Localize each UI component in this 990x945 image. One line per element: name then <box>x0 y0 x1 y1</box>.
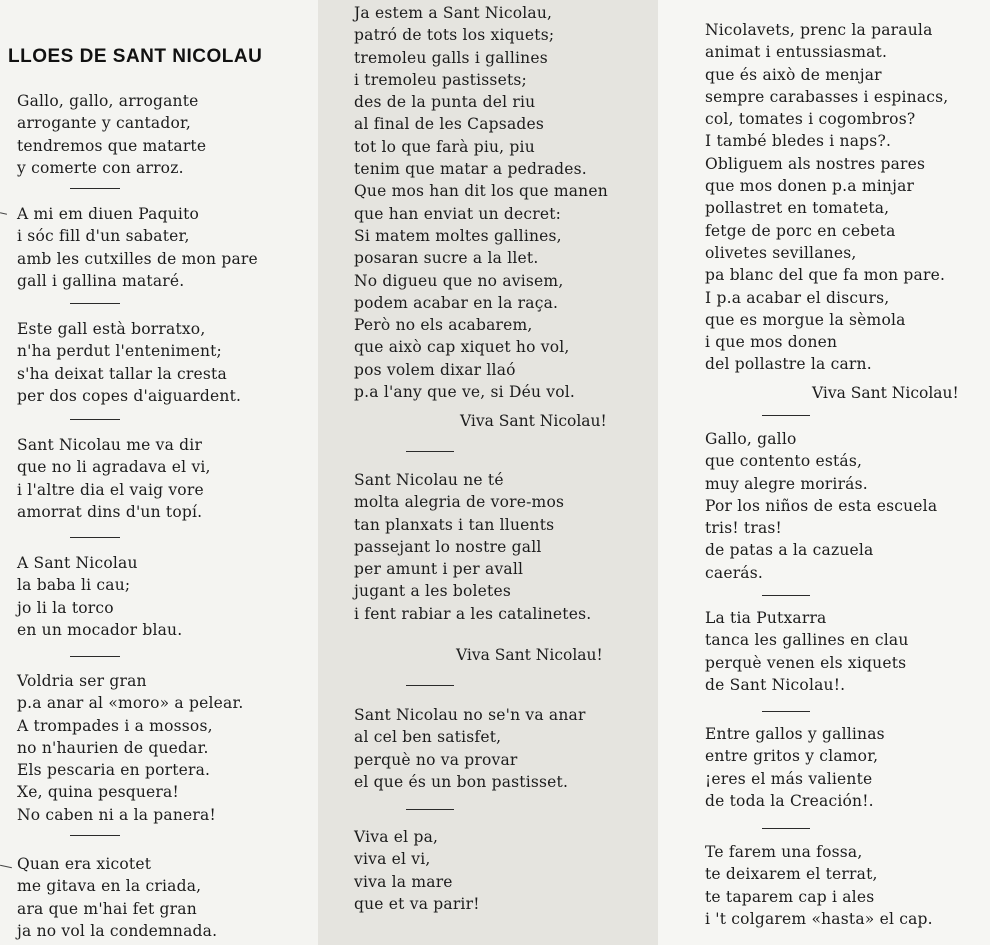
verse-line: i que mos donen <box>705 333 838 352</box>
verse-line: amb les cutxilles de mon pare <box>17 249 258 268</box>
verse-line: ara que m'hai fet gran <box>17 899 197 918</box>
verse-line: gall i gallina mataré. <box>17 271 185 290</box>
verse-line: Te farem una fossa, <box>705 843 863 861</box>
verse-line: n'ha perdut l'enteniment; <box>17 342 222 361</box>
verse-line: Obliguem als nostres pares <box>705 154 926 173</box>
stanza-divider <box>70 656 120 657</box>
verse-line: i fent rabiar a les catalinetes. <box>354 604 592 623</box>
verse-line: Sant Nicolau me va dir <box>17 436 203 454</box>
verse-line: tremoleu galls i gallines <box>354 48 548 67</box>
stanza-divider <box>762 711 810 712</box>
refrain-viva: Viva Sant Nicolau! <box>812 384 959 402</box>
stanza <box>17 318 241 407</box>
verse-line: Viva el pa, <box>354 828 439 846</box>
stanza <box>705 607 909 696</box>
margin-mark <box>0 212 7 214</box>
verse-line: Gallo, gallo, arrogante <box>17 92 199 110</box>
stanza <box>705 723 885 812</box>
verse-line: ja no vol la condemnada. <box>17 921 218 940</box>
verse-line: I p.a acabar el discurs, <box>705 288 890 307</box>
stanza-divider <box>70 419 120 420</box>
verse-line: i tremoleu pastissets; <box>354 70 527 89</box>
verse-line: que contento estás, <box>705 452 863 471</box>
verse-line: al cel ben satisfet, <box>354 728 502 747</box>
verse-line: Sant Nicolau no se'n va anar <box>354 706 586 724</box>
verse-line: Ja estem a Sant Nicolau, <box>354 4 553 22</box>
refrain-viva: Viva Sant Nicolau! <box>460 412 607 430</box>
verse-line: caerás. <box>705 563 764 582</box>
verse-line: animat i entussiasmat. <box>705 43 888 62</box>
verse-line: me gitava en la criada, <box>17 877 202 896</box>
verse-line: que això cap xiquet ho vol, <box>354 338 570 357</box>
verse-line: molta alegria de vore-mos <box>354 493 565 512</box>
stanza <box>705 841 933 930</box>
verse-line: tenim que matar a pedrades. <box>354 160 587 179</box>
verse-line: No caben ni a la panera! <box>17 805 216 824</box>
verse-line: Quan era xicotet <box>17 855 152 873</box>
verse-line: p.a l'any que ve, si Déu vol. <box>354 383 576 402</box>
verse-line: tot lo que farà piu, piu <box>354 137 535 156</box>
verse-line: en un mocador blau. <box>17 620 183 639</box>
verse-line: amorrat dins d'un topí. <box>17 502 203 521</box>
verse-line: el que és un bon pastisset. <box>354 772 569 791</box>
verse-line: Nicolavets, prenc la paraula <box>705 21 933 39</box>
verse-line: perquè venen els xiquets <box>705 653 907 672</box>
verse-line: Este gall està borratxo, <box>17 320 206 338</box>
verse-line: i sóc fill d'un sabater, <box>17 227 190 246</box>
verse-line: A Sant Nicolau <box>17 554 138 572</box>
verse-line: s'ha deixat tallar la cresta <box>17 364 227 383</box>
verse-line: de Sant Nicolau!. <box>705 675 846 694</box>
verse-line: la baba li cau; <box>17 576 131 595</box>
verse-line: viva la mare <box>354 872 453 891</box>
stanza-divider <box>406 451 454 452</box>
stanza-divider <box>406 685 454 686</box>
verse-line: Xe, quina pesquera! <box>17 783 179 802</box>
verse-line: I també bledes i naps?. <box>705 132 892 151</box>
stanza-divider <box>70 303 120 304</box>
verse-line: pos volem dixar llaó <box>354 360 516 379</box>
stanza <box>17 434 211 523</box>
verse-line: p.a anar al «moro» a pelear. <box>17 694 244 713</box>
verse-line: del pollastre la carn. <box>705 355 872 374</box>
verse-line: tendremos que matarte <box>17 136 207 155</box>
verse-line: podem acabar en la raça. <box>354 293 559 312</box>
verse-line: que et va parir! <box>354 894 480 913</box>
verse-line: y comerte con arroz. <box>17 158 184 177</box>
poem-title: LLOES DE SANT NICOLAU <box>8 46 263 67</box>
stanza <box>705 19 948 376</box>
stanza <box>17 853 217 942</box>
stanza-divider <box>70 537 120 538</box>
verse-line: ¡eres el más valiente <box>705 769 873 788</box>
verse-line: des de la punta del riu <box>354 93 536 112</box>
verse-line: No digueu que no avisem, <box>354 271 564 290</box>
stanza-divider <box>762 828 810 829</box>
stanza-divider <box>70 835 120 836</box>
stanza-divider <box>762 595 810 596</box>
stanza <box>17 203 258 292</box>
column-middle <box>318 0 658 945</box>
verse-line: no n'haurien de quedar. <box>17 738 209 757</box>
stanza-divider <box>406 809 454 810</box>
verse-line: passejant lo nostre gall <box>354 537 542 556</box>
stanza <box>17 670 243 826</box>
verse-line: La tia Putxarra <box>705 609 827 627</box>
verse-line: de toda la Creación!. <box>705 791 874 810</box>
verse-line: entre gritos y clamor, <box>705 747 879 766</box>
stanza <box>17 552 182 641</box>
verse-line: Gallo, gallo <box>705 430 797 448</box>
verse-line: tris! tras! <box>705 519 782 538</box>
column-right <box>658 0 990 945</box>
stanza <box>354 469 591 625</box>
stanza <box>354 2 608 403</box>
verse-line: viva el vi, <box>354 850 431 869</box>
verse-line: que mos donen p.a minjar <box>705 177 915 196</box>
verse-line: jo li la torco <box>17 598 114 617</box>
verse-line: que han enviat un decret: <box>354 204 562 223</box>
verse-line: patró de tots los xiquets; <box>354 26 555 45</box>
stanza <box>354 704 586 793</box>
stanza-divider <box>70 188 120 189</box>
stanza <box>705 428 937 584</box>
verse-line: per dos copes d'aiguardent. <box>17 386 242 405</box>
verse-line: te deixarem el terrat, <box>705 865 878 884</box>
verse-line: perquè no va provar <box>354 750 518 769</box>
verse-line: pa blanc del que fa mon pare. <box>705 266 946 285</box>
verse-line: A trompades i a mossos, <box>17 716 213 735</box>
verse-line: Entre gallos y gallinas <box>705 725 885 743</box>
verse-line: pollastret en tomateta, <box>705 199 890 218</box>
verse-line: jugant a les boletes <box>354 582 512 601</box>
verse-line: Sant Nicolau ne té <box>354 471 504 489</box>
verse-line: que és això de menjar <box>705 65 882 84</box>
verse-line: Però no els acabarem, <box>354 316 533 335</box>
verse-line: Voldria ser gran <box>17 672 147 690</box>
stanza <box>17 90 206 179</box>
verse-line: per amunt i per avall <box>354 560 524 579</box>
verse-line: sempre carabasses i espinacs, <box>705 87 949 106</box>
verse-line: i 't colgarem «hasta» el cap. <box>705 909 933 928</box>
verse-line: tanca les gallines en clau <box>705 631 909 650</box>
verse-line: al final de les Capsades <box>354 115 545 134</box>
verse-line: i l'altre dia el vaig vore <box>17 480 204 499</box>
verse-line: que es morgue la sèmola <box>705 310 906 329</box>
verse-line: que no li agradava el vi, <box>17 458 211 477</box>
verse-line: tan planxats i tan lluents <box>354 515 555 534</box>
verse-line: Si matem moltes gallines, <box>354 226 562 245</box>
column-left <box>0 0 318 945</box>
verse-line: olivetes sevillanes, <box>705 243 857 262</box>
verse-line: A mi em diuen Paquito <box>17 205 200 223</box>
verse-line: posaran sucre a la llet. <box>354 249 539 268</box>
refrain-viva: Viva Sant Nicolau! <box>456 646 603 664</box>
verse-line: fetge de porc en cebeta <box>705 221 896 240</box>
verse-line: arrogante y cantador, <box>17 114 192 133</box>
verse-line: de patas a la cazuela <box>705 541 874 560</box>
margin-mark <box>0 865 12 868</box>
verse-line: Por los niños de esta escuela <box>705 496 938 515</box>
verse-line: muy alegre morirás. <box>705 474 868 493</box>
stanza <box>354 826 480 915</box>
verse-line: te taparem cap i ales <box>705 887 875 906</box>
verse-line: Que mos han dit los que manen <box>354 182 608 201</box>
verse-line: col, tomates i cogombros? <box>705 110 916 129</box>
stanza-divider <box>762 415 810 416</box>
verse-line: Els pescaria en portera. <box>17 761 211 780</box>
